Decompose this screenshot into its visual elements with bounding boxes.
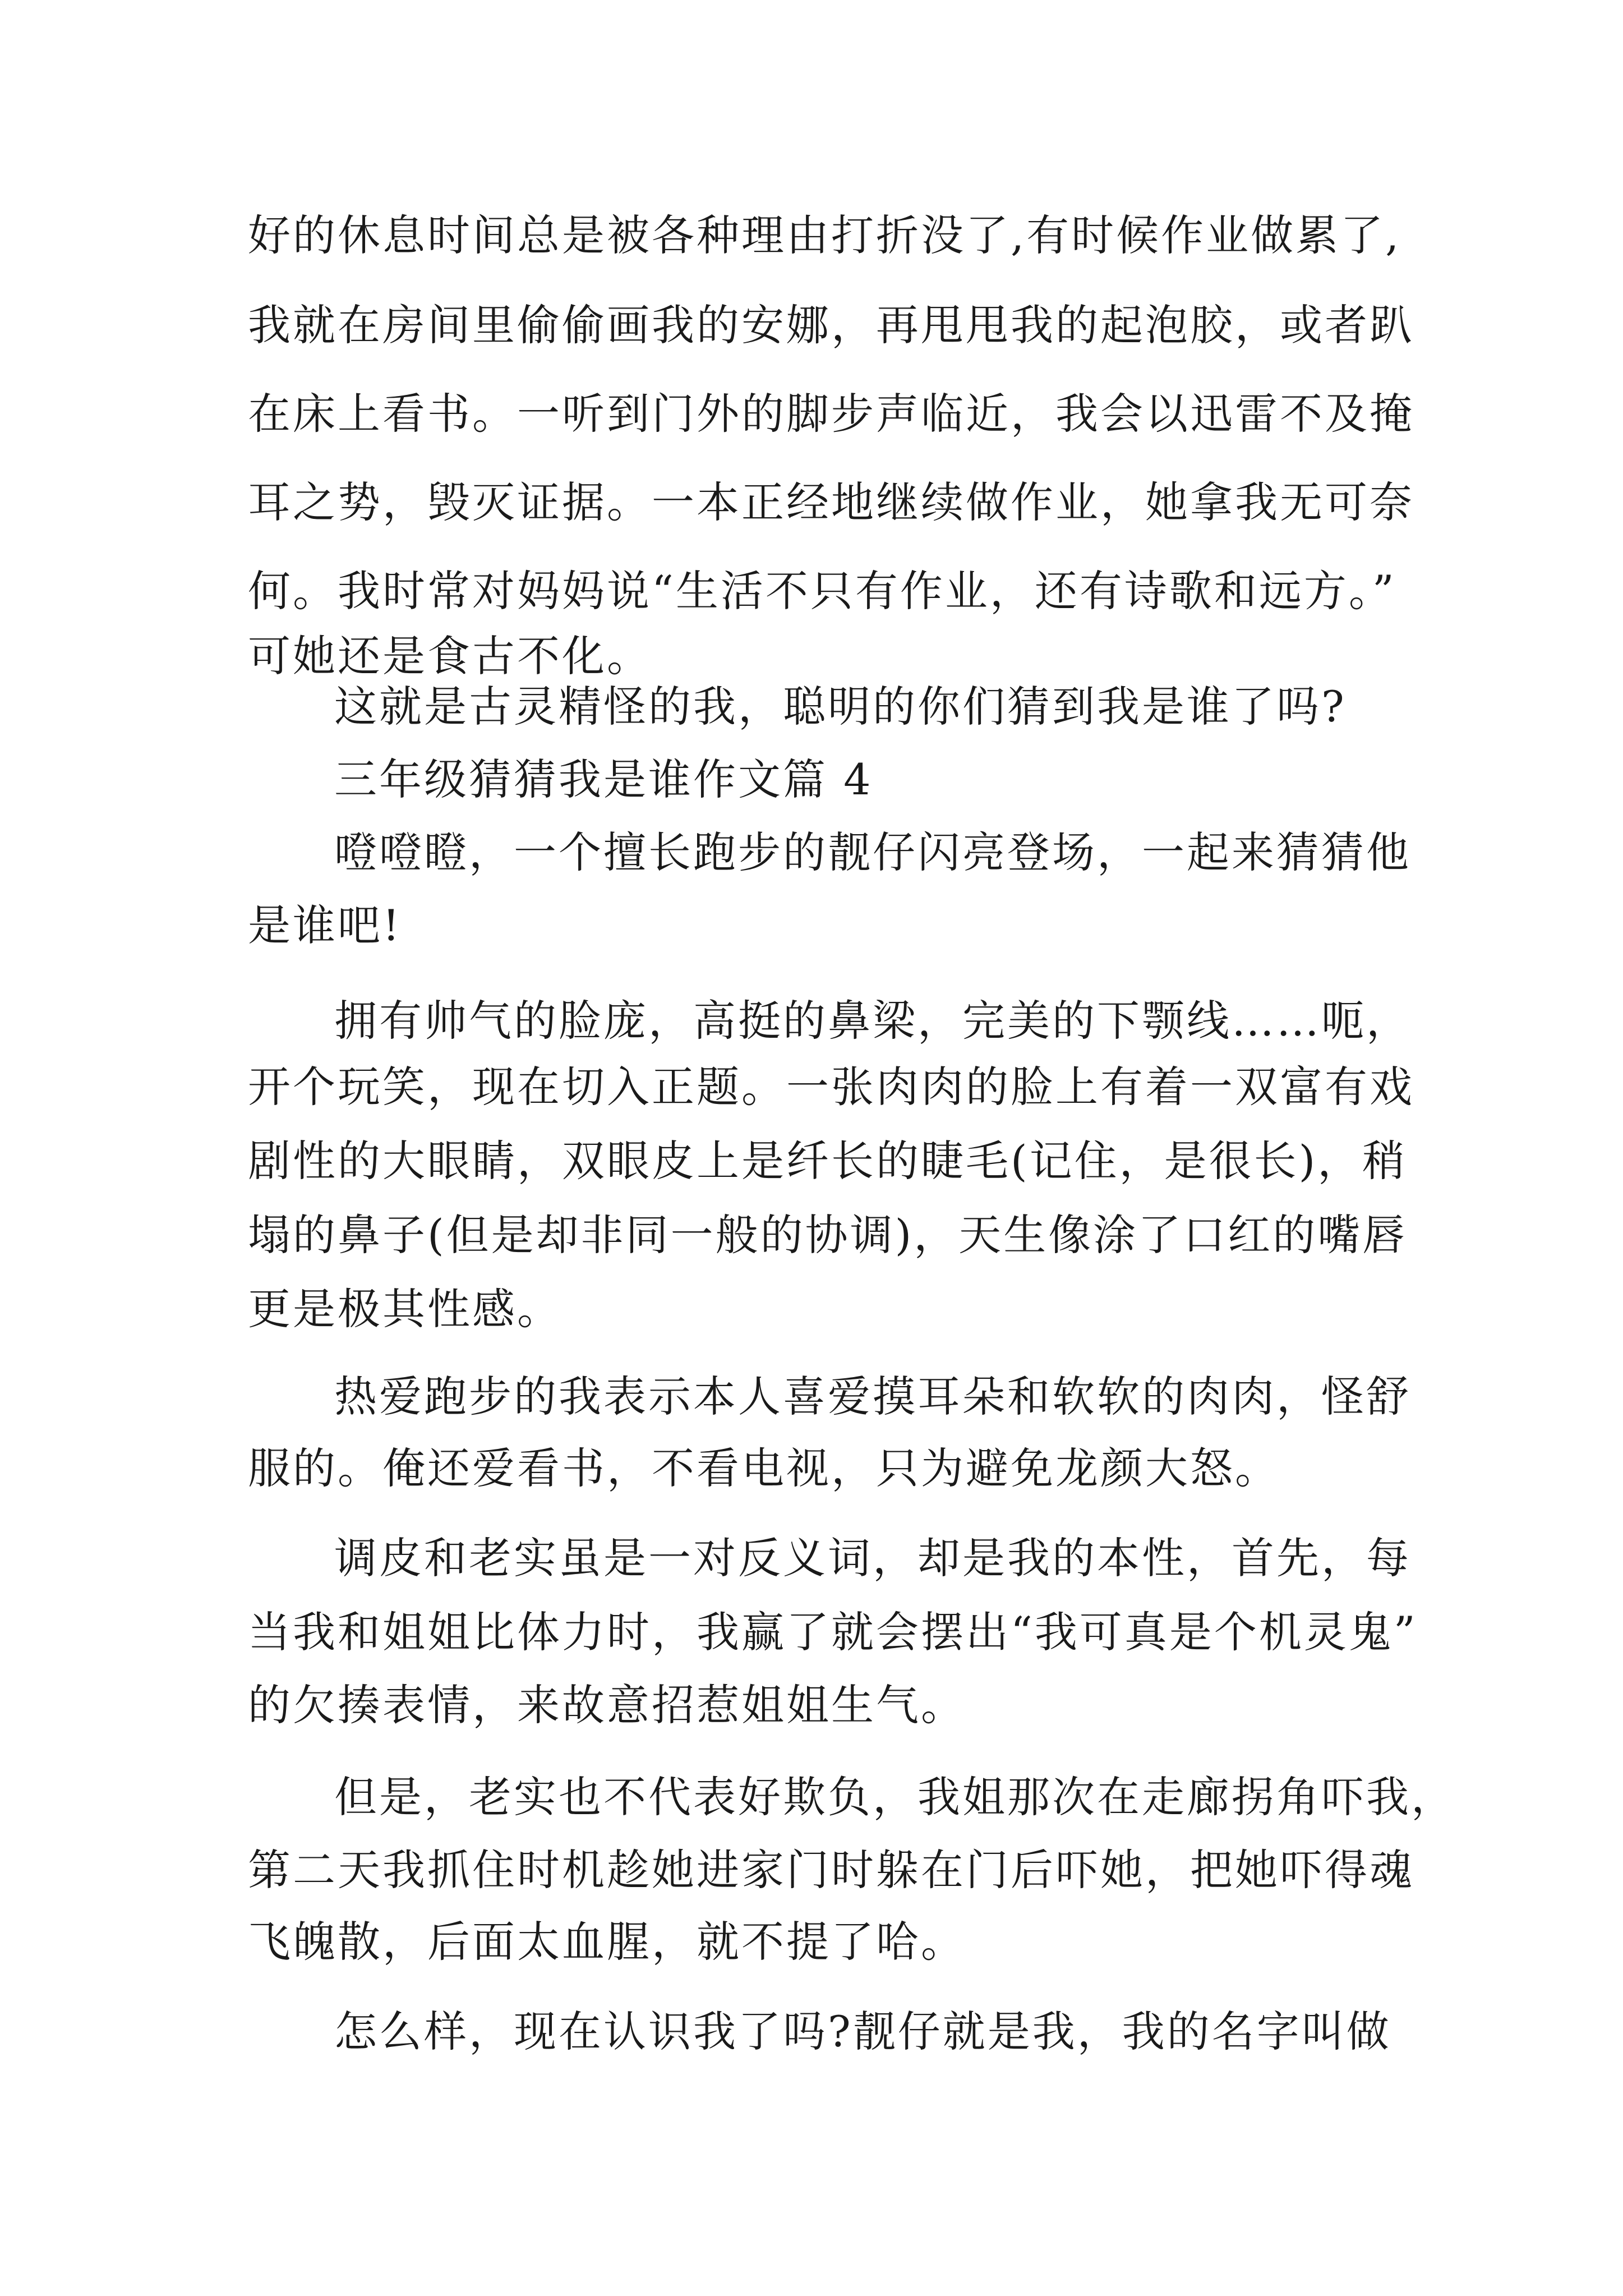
text-line: 可她还是食古不化。 [248, 631, 652, 681]
text-line: 服的。俺还爱看书，不看电视，只为避免龙颜大怒。 [248, 1443, 1280, 1493]
text-line: 在床上看书。一听到门外的脚步声临近，我会以迅雷不及掩 [248, 389, 1414, 439]
text-line: 好的休息时间总是被各种理由打折没了,有时候作业做累了, [248, 210, 1401, 260]
section-heading: 三年级猜猜我是谁作文篇 4 [334, 754, 873, 804]
text-line: 当我和姐姐比体力时，我赢了就会摆出“我可真是个机灵鬼” [248, 1607, 1418, 1657]
text-line: 开个玩笑，现在切入正题。一张肉肉的脸上有着一双富有戏 [248, 1062, 1414, 1112]
text-line: 飞魄散，后面太血腥，就不提了哈。 [248, 1917, 966, 1967]
text-line: 噔噔瞪，一个擅长跑步的靓仔闪亮登场，一起来猜猜他 [334, 827, 1411, 877]
text-line: 耳之势，毁灭证据。一本正经地继续做作业，她拿我无可奈 [248, 477, 1414, 527]
text-line: 这就是古灵精怪的我，聪明的你们猜到我是谁了吗? [334, 682, 1347, 731]
text-line: 是谁吧! [248, 900, 402, 950]
text-line: 怎么样，现在认识我了吗?靓仔就是我，我的名字叫做 [334, 2007, 1391, 2056]
text-line: 我就在房间里偷偷画我的安娜，再甩甩我的起泡胶，或者趴 [248, 300, 1414, 350]
text-line: 第二天我抓住时机趁她进家门时躲在门后吓她，把她吓得魂 [248, 1845, 1414, 1895]
text-line: 的欠揍表情，来故意招惹姐姐生气。 [248, 1680, 966, 1730]
text-line: 拥有帅气的脸庞，高挺的鼻梁，完美的下颚线……呃， [334, 996, 1411, 1046]
text-line: 热爱跑步的我表示本人喜爱摸耳朵和软软的肉肉，怪舒 [334, 1372, 1411, 1421]
text-line: 但是，老实也不代表好欺负，我姐那次在走廊拐角吓我， [334, 1772, 1456, 1822]
text-line: 剧性的大眼睛，双眼皮上是纤长的睫毛(记住，是很长)，稍 [248, 1136, 1408, 1186]
text-line: 何。我时常对妈妈说“生活不只有作业，还有诗歌和远方。” [248, 566, 1396, 616]
text-line: 更是极其性感。 [248, 1284, 562, 1334]
text-line: 调皮和老实虽是一对反义词，却是我的本性，首先，每 [334, 1533, 1411, 1583]
text-line: 塌的鼻子(但是却非同一般的协调)，天生像涂了口红的嘴唇 [248, 1210, 1408, 1260]
